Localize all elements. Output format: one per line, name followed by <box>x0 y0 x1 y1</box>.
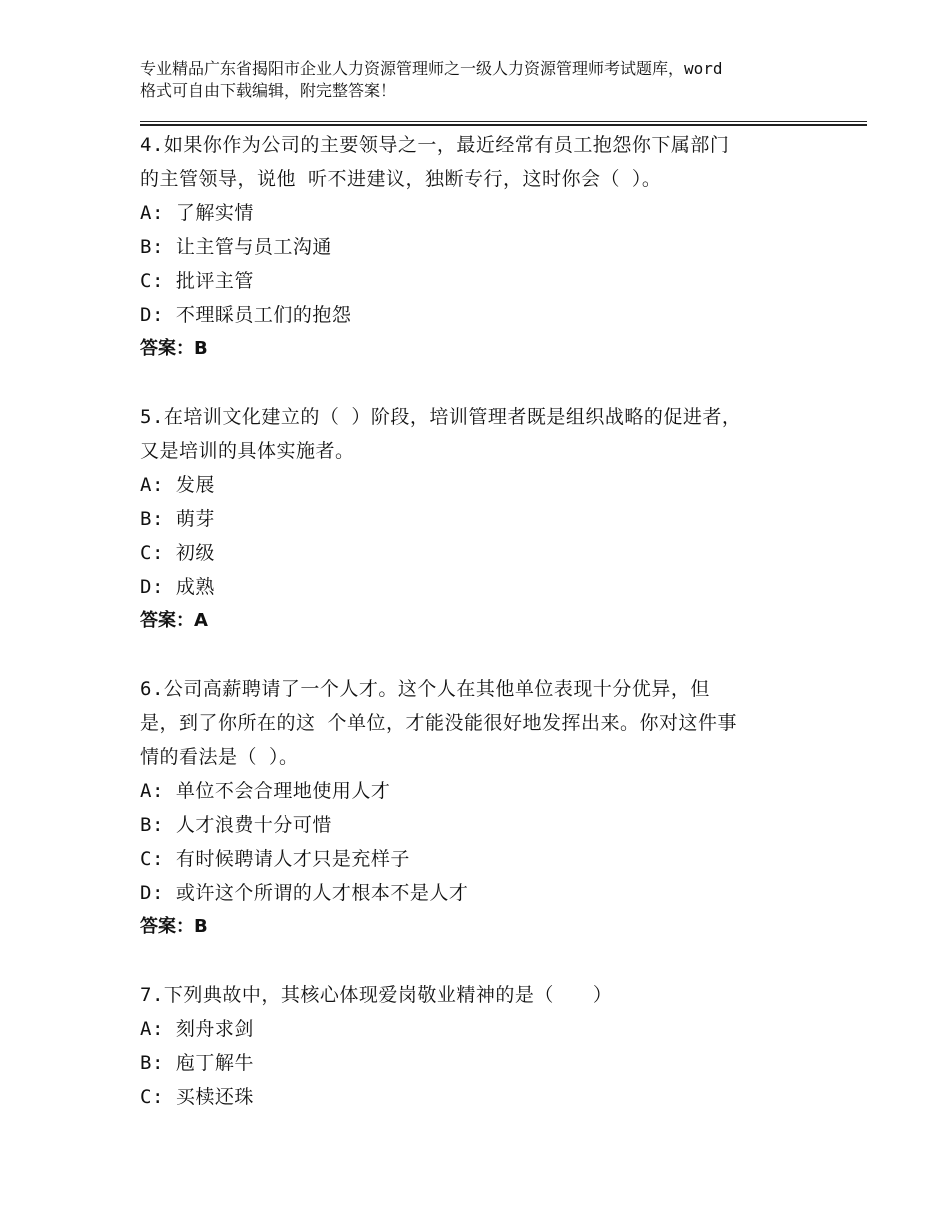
page-header <box>140 58 840 102</box>
header-divider <box>140 121 867 126</box>
option-d: D: 成熟 <box>140 576 215 598</box>
option-a: A: 刻舟求剑 <box>140 1018 254 1040</box>
spacer <box>140 638 840 672</box>
option-a: A: 单位不会合理地使用人才 <box>140 780 391 802</box>
question-stem-line: 又是培训的具体实施者。 <box>140 440 355 462</box>
header-line-2: 格式可自由下载编辑，附完整答案！ <box>140 81 397 100</box>
option-b: B: 让主管与员工沟通 <box>140 236 332 258</box>
question-stem-line: 6.公司高薪聘请了一个人才。这个人在其他单位表现十分优异，但 <box>140 678 710 700</box>
question-stem-line: 是，到了你所在的这 个单位，才能没能很好地发挥出来。你对这件事 <box>140 712 737 734</box>
option-b: B: 萌芽 <box>140 508 215 530</box>
question-4 <box>140 128 840 366</box>
option-c: C: 初级 <box>140 542 215 564</box>
answer-label: 答案：B <box>140 338 208 359</box>
option-c: C: 买椟还珠 <box>140 1086 254 1108</box>
header-line-1: 专业精品广东省揭阳市企业人力资源管理师之一级人力资源管理师考试题库，word <box>140 59 723 78</box>
option-a: A: 发展 <box>140 474 215 496</box>
answer-label: 答案：B <box>140 916 208 937</box>
spacer <box>140 944 840 978</box>
spacer <box>140 366 840 400</box>
option-c: C: 有时候聘请人才只是充样子 <box>140 848 410 870</box>
question-stem-line: 的主管领导，说他 听不进建议，独断专行，这时你会（ ）。 <box>140 168 662 190</box>
option-b: B: 庖丁解牛 <box>140 1052 254 1074</box>
answer-label: 答案：A <box>140 610 208 631</box>
option-b: B: 人才浪费十分可惜 <box>140 814 332 836</box>
question-5 <box>140 400 840 638</box>
question-6 <box>140 672 840 944</box>
question-stem-line: 5.在培训文化建立的（ ）阶段，培训管理者既是组织战略的促进者， <box>140 406 742 428</box>
question-7 <box>140 978 840 1114</box>
option-c: C: 批评主管 <box>140 270 254 292</box>
question-stem-line: 情的看法是（ ）。 <box>140 746 299 768</box>
question-list <box>140 128 840 1114</box>
question-stem-line: 4.如果你作为公司的主要领导之一，最近经常有员工抱怨你下属部门 <box>140 134 730 156</box>
option-d: D: 不理睬员工们的抱怨 <box>140 304 352 326</box>
option-d: D: 或许这个所谓的人才根本不是人才 <box>140 882 469 904</box>
option-a: A: 了解实情 <box>140 202 254 224</box>
question-stem-line: 7.下列典故中，其核心体现爱岗敬业精神的是（ ） <box>140 984 613 1006</box>
